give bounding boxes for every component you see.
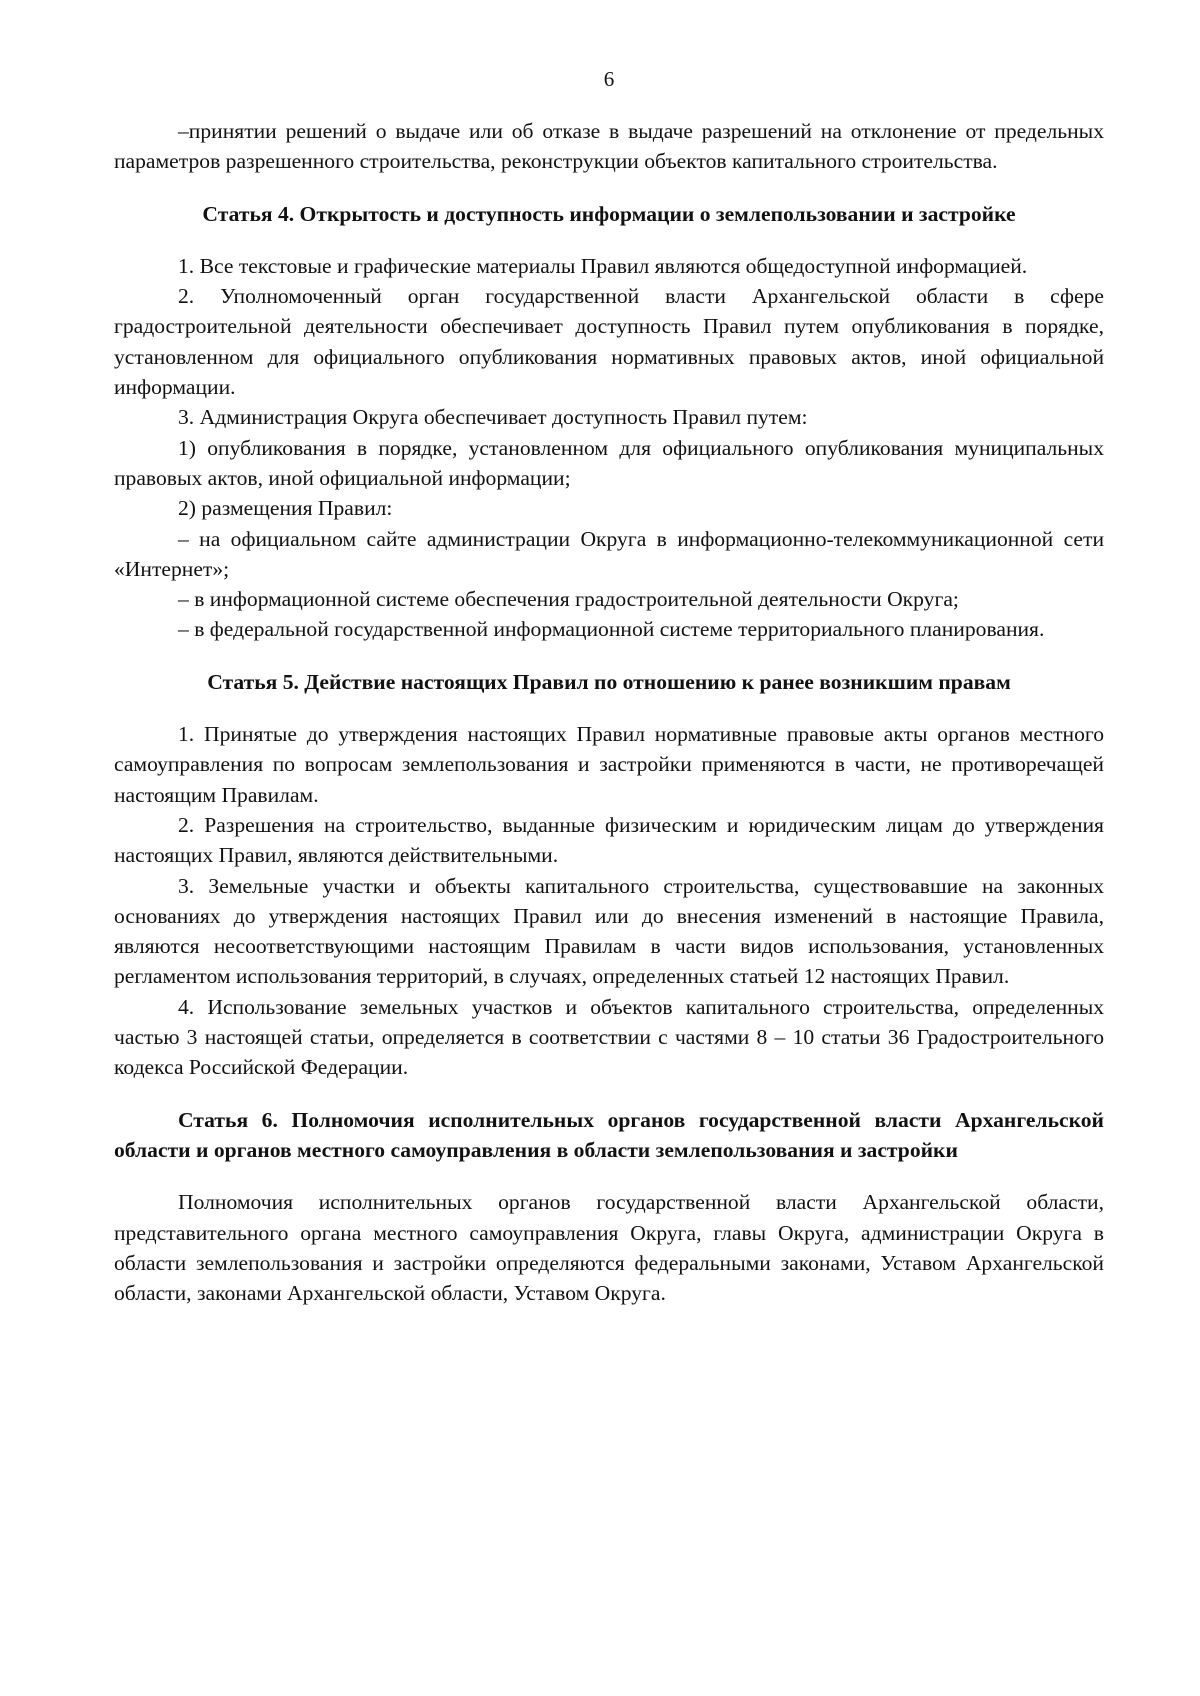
article-4-paragraph-3: 3. Администрация Округа обеспечивает доступность Правил путем: bbox=[178, 405, 808, 430]
article-4-paragraph-2: 2. Уполномоченный орган государственной власти Архангельской области в сфере градостроительной деятельности обеспечивает доступность Правил путем опубликования в порядке, установленном для официального опубликования нормативных правовых актов, иной официальной информации. bbox=[114, 284, 1104, 400]
article-5-paragraph-3: 3. Земельные участки и объекты капитального строительства, существовавшие на законных основаниях до утверждения настоящих Правил или до внесения изменений в настоящие Правила, являются несоответствующими настоящим Правилам в части видов использования, установленных регламентом использования территорий, в случаях, определенных статьей 12 настоящих Правил. bbox=[114, 873, 1104, 989]
article-5-paragraph-2: 2. Разрешения на строительство, выданные физическим и юридическим лицам до утверждения настоящих Правил, являются действительными. bbox=[114, 812, 1104, 868]
article-4-title: Статья 4. Открытость и доступность информации о землепользовании и застройке bbox=[202, 201, 1016, 226]
article-4-paragraph-4: 1) опубликования в порядке, установленном для официального опубликования муниципальных правовых актов, иной официальной информации; bbox=[114, 435, 1104, 490]
article-5-title: Статья 5. Действие настоящих Правил по отношению к ранее возникшим правам bbox=[207, 669, 1011, 694]
article-5-paragraph-1: 1. Принятые до утверждения настоящих Правил нормативные правовые акты органов местного самоуправления по вопросам землепользования и застройки применяются в части, не противоречащей настоящим Правилам. bbox=[114, 722, 1104, 807]
article-6-title: Статья 6. Полномочия исполнительных органов государственной власти Архангельской области и органов местного самоуправления в области землепользования и застройки bbox=[114, 1107, 1104, 1162]
article-4-paragraph-7: – в информационной системе обеспечения градостроительной деятельности Округа; bbox=[178, 587, 959, 612]
document-page bbox=[114, 64, 1104, 1308]
article-5-paragraph-4: 4. Использование земельных участков и объектов капитального строительства, определенных частью 3 настоящей статьи, определяется в соответствии с частями 8 – 10 статьи 36 Градостроительного кодекса Российской Федерации. bbox=[114, 994, 1104, 1080]
page-number: 6 bbox=[603, 67, 615, 91]
article-4-paragraph-8: – в федеральной государственной информационной системе территориального планирования. bbox=[178, 617, 1045, 642]
article-4-paragraph-1: 1. Все текстовые и графические материалы Правил являются общедоступной информацией. bbox=[178, 253, 1028, 278]
paragraph-intro: –принятии решений о выдаче или об отказе в выдаче разрешений на отклонение от предельных параметров разрешенного строительства, реконструкции объектов капитального строительства. bbox=[114, 119, 1104, 174]
article-4-paragraph-5: 2) размещения Правил: bbox=[178, 496, 393, 521]
article-6-paragraph-1: Полномочия исполнительных органов государственной власти Архангельской области, представительного органа местного самоуправления Округа, главы Округа, администрации Округа в области землепользования и застройки определяются федеральными законами, Уставом Архангельской области, законами Архангельской области, Уставом Округа. bbox=[114, 1190, 1104, 1306]
article-4-paragraph-6: – на официальном сайте администрации Округа в информационно-телекоммуникационной сети «Интернет»; bbox=[114, 526, 1104, 581]
